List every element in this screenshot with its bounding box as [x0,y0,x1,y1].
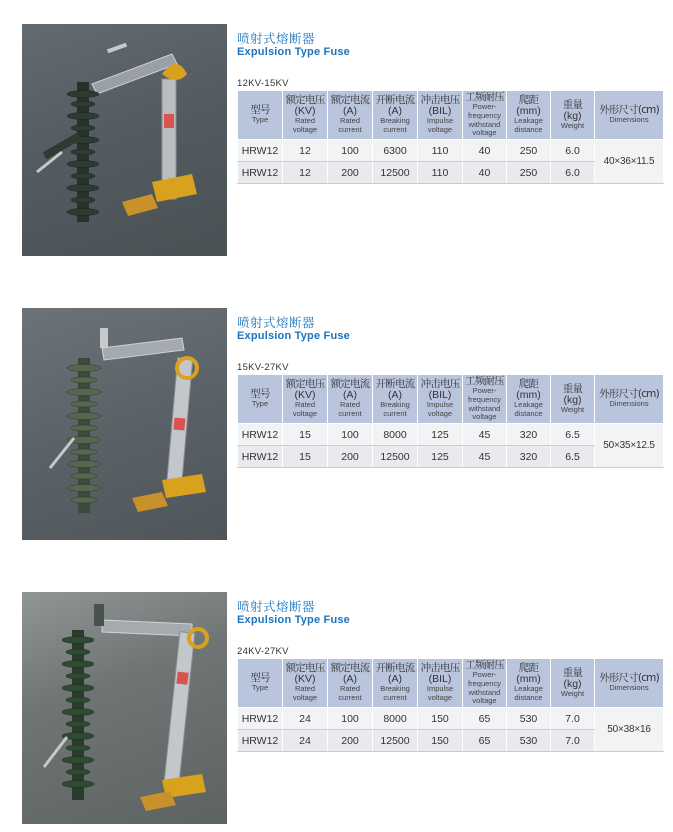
cell-rated-current: 200 [328,162,373,184]
section-title-en: Expulsion Type Fuse [237,46,351,58]
cell-breaking-current: 8000 [373,708,418,730]
product-photo [22,592,227,824]
spec-table [237,374,664,468]
cell-rated-voltage: 24 [283,708,328,730]
table-header-row [238,659,664,708]
header-rated-voltage: 额定电压 (KV) Rated voltage [283,375,328,424]
cell-type: HRW12 [238,446,283,468]
cell-breaking-current: 12500 [373,730,418,752]
section-title-cn: 喷射式熔断器 [237,315,316,330]
header-dimensions: 外形尺寸(cm) Dimensions [595,375,664,424]
fuse-illustration [22,24,227,256]
header-type: 型号 Type [238,375,283,424]
header-leakage-distance: 爬距 (mm) Leakage distance [507,659,551,708]
cell-breaking-current: 12500 [373,162,418,184]
table-row [238,424,664,446]
header-rated-voltage: 额定电压 (KV) Rated voltage [283,659,328,708]
cell-leakage-distance: 250 [507,162,551,184]
cell-dimensions: 50×38×16 [595,708,664,752]
cell-breaking-current: 8000 [373,424,418,446]
cell-rated-current: 100 [328,708,373,730]
cell-weight: 6.5 [551,446,595,468]
header-type: 型号 Type [238,659,283,708]
cell-rated-voltage: 12 [283,162,328,184]
cell-dimensions: 50×35×12.5 [595,424,664,468]
table-header-row [238,375,664,424]
cell-type: HRW12 [238,162,283,184]
fuse-illustration [22,308,227,540]
cell-power-frequency: 40 [463,140,507,162]
cell-impulse-voltage: 125 [418,446,463,468]
header-weight: 重量 (kg) Weight [551,91,595,140]
cell-impulse-voltage: 110 [418,140,463,162]
cell-rated-current: 200 [328,446,373,468]
cell-rated-voltage: 15 [283,446,328,468]
header-power-frequency: 工频耐压 Power-frequency withstand voltage [463,91,507,140]
product-section [0,592,673,832]
header-breaking-current: 开断电流 (A) Breaking current [373,91,418,140]
cell-impulse-voltage: 150 [418,708,463,730]
header-weight: 重量 (kg) Weight [551,659,595,708]
cell-leakage-distance: 320 [507,446,551,468]
header-type: 型号 Type [238,91,283,140]
cell-type: HRW12 [238,140,283,162]
cell-impulse-voltage: 125 [418,424,463,446]
product-photo [22,24,227,256]
cell-breaking-current: 6300 [373,140,418,162]
cell-rated-current: 100 [328,424,373,446]
header-breaking-current: 开断电流 (A) Breaking current [373,375,418,424]
header-power-frequency: 工频耐压 Power-frequency withstand voltage [463,375,507,424]
voltage-range: 15KV-27KV [237,362,289,373]
header-dimensions: 外形尺寸(cm) Dimensions [595,659,664,708]
header-rated-current: 额定电流 (A) Rated current [328,659,373,708]
cell-type: HRW12 [238,708,283,730]
header-breaking-current: 开断电流 (A) Breaking current [373,659,418,708]
cell-breaking-current: 12500 [373,446,418,468]
cell-rated-voltage: 12 [283,140,328,162]
header-impulse-voltage: 冲击电压 (BIL) Impulse voltage [418,659,463,708]
section-title-cn: 喷射式熔断器 [237,31,316,46]
header-leakage-distance: 爬距 (mm) Leakage distance [507,91,551,140]
cell-power-frequency: 65 [463,730,507,752]
header-impulse-voltage: 冲击电压 (BIL) Impulse voltage [418,375,463,424]
table-row [238,140,664,162]
product-photo [22,308,227,540]
header-impulse-voltage: 冲击电压 (BIL) Impulse voltage [418,91,463,140]
cell-type: HRW12 [238,424,283,446]
section-title-en: Expulsion Type Fuse [237,614,351,626]
product-section [0,308,673,548]
cell-type: HRW12 [238,730,283,752]
spec-table [237,90,664,184]
fuse-illustration [22,592,227,824]
header-power-frequency: 工频耐压 Power-frequency withstand voltage [463,659,507,708]
cell-power-frequency: 40 [463,162,507,184]
header-dimensions: 外形尺寸(cm) Dimensions [595,91,664,140]
cell-impulse-voltage: 150 [418,730,463,752]
table-header-row [238,91,664,140]
cell-rated-voltage: 15 [283,424,328,446]
voltage-range: 12KV-15KV [237,78,289,89]
cell-dimensions: 40×36×11.5 [595,140,664,184]
header-weight: 重量 (kg) Weight [551,375,595,424]
cell-weight: 6.0 [551,162,595,184]
header-rated-current: 额定电流 (A) Rated current [328,375,373,424]
table-row [238,708,664,730]
header-leakage-distance: 爬距 (mm) Leakage distance [507,375,551,424]
cell-weight: 7.0 [551,708,595,730]
cell-impulse-voltage: 110 [418,162,463,184]
cell-power-frequency: 45 [463,446,507,468]
cell-leakage-distance: 530 [507,708,551,730]
spec-table [237,658,664,752]
cell-weight: 6.5 [551,424,595,446]
product-section [0,24,673,264]
cell-leakage-distance: 250 [507,140,551,162]
cell-rated-current: 100 [328,140,373,162]
section-title-en: Expulsion Type Fuse [237,330,351,342]
cell-rated-current: 200 [328,730,373,752]
cell-leakage-distance: 530 [507,730,551,752]
section-title-cn: 喷射式熔断器 [237,599,316,614]
header-rated-voltage: 额定电压 (KV) Rated voltage [283,91,328,140]
cell-weight: 7.0 [551,730,595,752]
cell-rated-voltage: 24 [283,730,328,752]
header-rated-current: 额定电流 (A) Rated current [328,91,373,140]
cell-power-frequency: 45 [463,424,507,446]
cell-weight: 6.0 [551,140,595,162]
voltage-range: 24KV-27KV [237,646,289,657]
cell-leakage-distance: 320 [507,424,551,446]
cell-power-frequency: 65 [463,708,507,730]
